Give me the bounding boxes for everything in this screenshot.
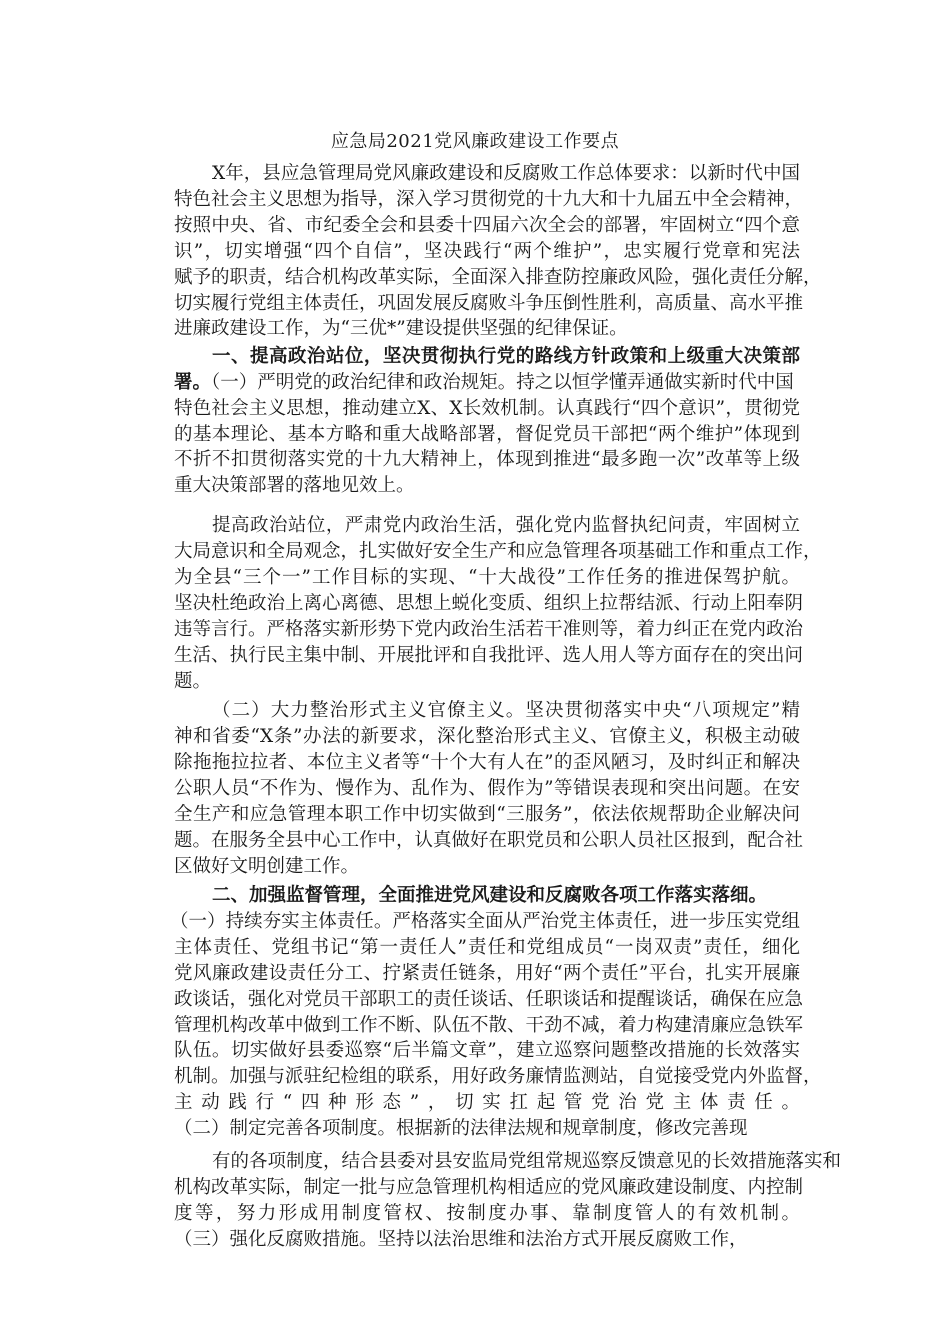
section-heading-2: 二、加强监督管理，全面推进党风建设和反腐败各项工作落实落细。: [212, 885, 768, 906]
paragraph-line: （一）严明党的政治纪律和政治规矩。持之以恒学懂弄通做实新时代中国: [211, 372, 794, 393]
paragraph-line: 机制。加强与派驻纪检组的联系，用好政务廉情监测站，自觉接受党内外监督，: [174, 1066, 822, 1087]
paragraph-line: 按照中央、省、市纪委全会和县委十四届六次全会的部署，牢固树立“四个意: [174, 215, 800, 236]
paragraph-line: （二）制定完善各项制度。根据新的法律法规和规章制度，修改完善现: [174, 1118, 748, 1139]
paragraph-line: 有的各项制度，结合县委对县安监局党组常规巡察反馈意见的长效措施落实和: [212, 1151, 842, 1172]
paragraph-line: 为全县“三个一”工作目标的实现、“十大战役”工作任务的推进保驾护航。: [174, 567, 800, 588]
paragraph-line: 队伍。切实做好县委巡察“后半篇文章”，建立巡察问题整改措施的长效落实: [174, 1040, 800, 1061]
paragraph-line: 重大决策部署的落地见效上。: [174, 475, 415, 496]
paragraph-line: （三）强化反腐败措施。坚持以法治思维和法治方式开展反腐败工作，: [174, 1229, 748, 1250]
paragraph-line: 生活、执行民主集中制、开展批评和自我批评、选人用人等方面存在的突出问: [174, 645, 804, 666]
paragraph-line: 识”，切实增强“四个自信”，坚决践行“两个维护”，忠实履行党章和宪法: [174, 241, 800, 262]
paragraph-line: 主体责任、党组书记“第一责任人”责任和党组成员“一岗双责”责任，细化: [174, 937, 800, 958]
paragraph-line: 政谈话，强化对党员干部职工的责任谈话、任职谈话和提醒谈话，确保在应急: [174, 989, 804, 1010]
paragraph-line: 区做好文明创建工作。: [174, 856, 360, 877]
paragraph-line: 度等，努力形成用制度管权、按制度办事、靠制度管人的有效机制。: [174, 1203, 800, 1224]
paragraph-line: 特色社会主义思想为指导，深入学习贯彻党的十九大和十九届五中全会精神，: [174, 189, 804, 210]
paragraph-line: 管理机构改革中做到工作不断、队伍不散、干劲不减，着力构建清廉应急铁军: [174, 1015, 804, 1036]
paragraph-line: 除拖拖拉拉者、本位主义者等“十个大有人在”的歪风陋习，及时纠正和解决: [174, 752, 800, 773]
paragraph-line: 题。在服务全县中心工作中，认真做好在职党员和公职人员社区报到，配合社: [174, 830, 804, 851]
paragraph-line: 的基本理论、基本方略和重大战略部署，督促党员干部把“两个维护”体现到: [174, 424, 800, 445]
section-heading-1: 一、提高政治站位，坚决贯彻执行党的路线方针政策和上级重大决策部: [212, 346, 800, 367]
paragraph-line: 不折不扣贯彻落实党的十九大精神上，体现到推进“最多跑一次”改革等上级: [174, 449, 800, 470]
paragraph-line: 全生产和应急管理本职工作中切实做到“三服务”，依法依规帮助企业解决问: [174, 804, 800, 825]
paragraph-line: 公职人员“不作为、慢作为、乱作为、假作为”等错误表现和突出问题。在安: [174, 778, 800, 799]
paragraph-line: （二）大力整治形式主义官僚主义。坚决贯彻落实中央“八项规定”精: [212, 700, 800, 721]
paragraph-line: 大局意识和全局观念，扎实做好安全生产和应急管理各项基础工作和重点工作，: [174, 541, 822, 562]
paragraph-line: 赋予的职责，结合机构改革实际，全面深入排查防控廉政风险，强化责任分解，: [174, 267, 822, 288]
paragraph-line: 提高政治站位，严肃党内政治生活，强化党内监督执纪问责，牢固树立: [212, 515, 800, 536]
document-title: 应急局2021党风廉政建设工作要点: [330, 131, 620, 152]
paragraph-line: 机构改革实际，制定一批与应急管理机构相适应的党风廉政建设制度、内控制: [174, 1177, 804, 1198]
section-heading-1-end: 署。: [174, 372, 212, 393]
section-heading-1-continued-line: [174, 372, 800, 394]
paragraph-line: 坚决杜绝政治上离心离德、思想上蜕化变质、组织上拉帮结派、行动上阳奉阴: [174, 593, 804, 614]
paragraph-line: 题。: [174, 671, 212, 692]
paragraph-line: 主动践行“四种形态”，切实扛起管党治党主体责任。: [174, 1092, 800, 1113]
paragraph-line: 切实履行党组主体责任，巩固发展反腐败斗争压倒性胜利，高质量、高水平推: [174, 293, 804, 314]
paragraph-line: （一）持续夯实主体责任。严格落实全面从严治党主体责任，进一步压实党组: [170, 911, 800, 932]
paragraph-line: 党风廉政建设责任分工、拧紧责任链条，用好“两个责任”平台，扎实开展廉: [174, 963, 800, 984]
paragraph-line: 进廉政建设工作，为“三优*”建设提供坚强的纪律保证。: [174, 318, 628, 339]
paragraph-line: X年，县应急管理局党风廉政建设和反腐败工作总体要求：以新时代中国: [212, 163, 800, 184]
paragraph-line: 特色社会主义思想，推动建立X、X长效机制。认真践行“四个意识”，贯彻党: [174, 398, 800, 419]
paragraph-line: 神和省委“X条”办法的新要求，深化整治形式主义、官僚主义，积极主动破: [174, 726, 800, 747]
paragraph-line: 违等言行。严格落实新形势下党内政治生活若干准则等，着力纠正在党内政治: [174, 619, 804, 640]
